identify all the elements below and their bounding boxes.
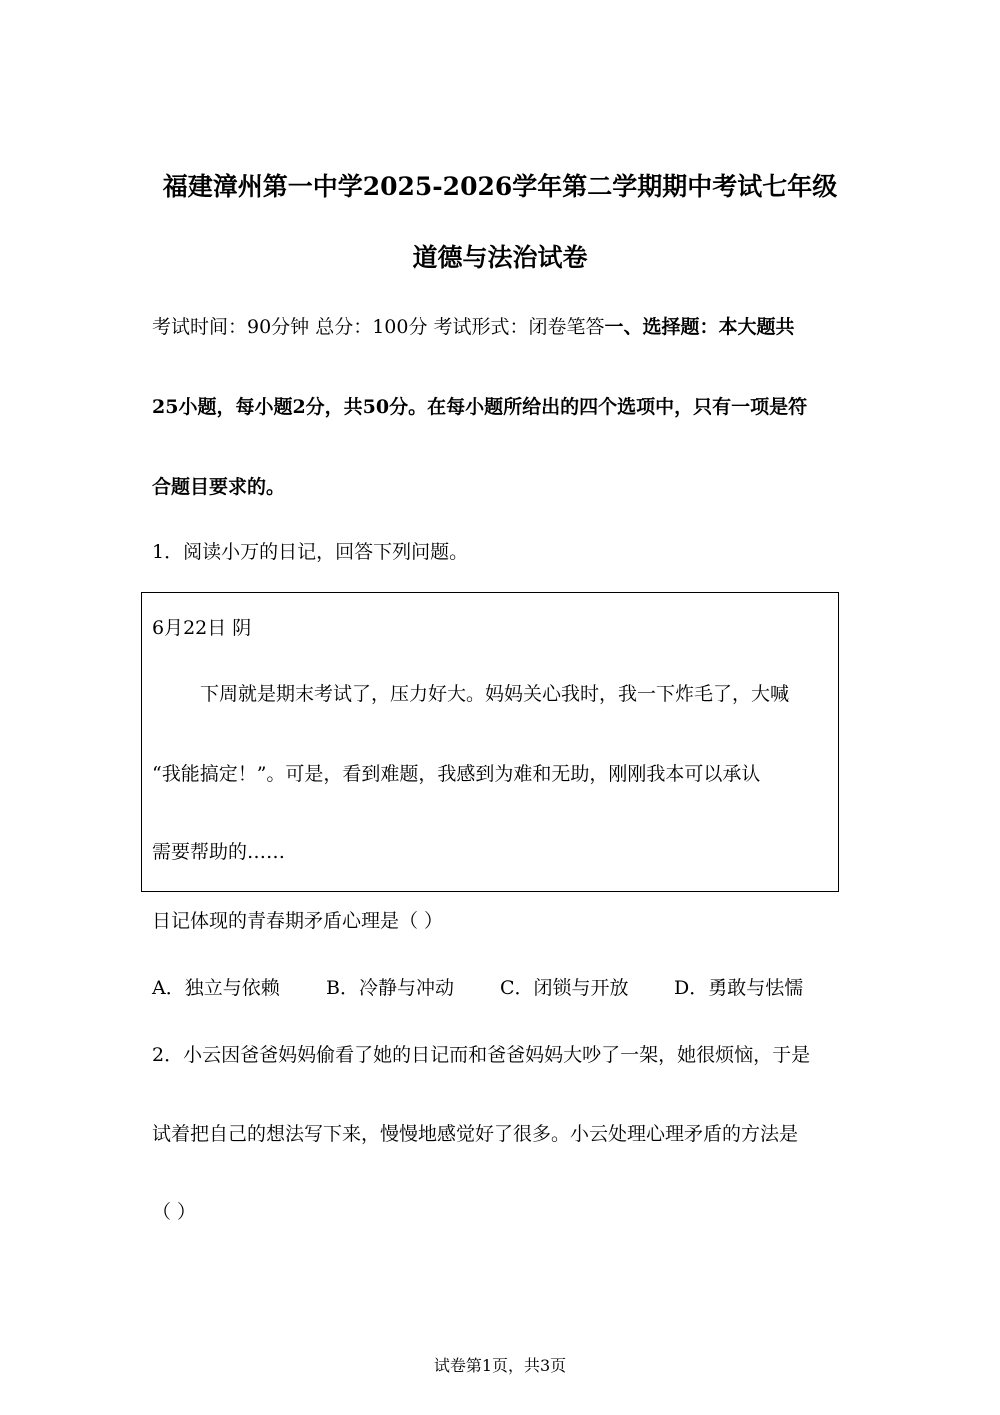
option-d[interactable]: D．勇敢与怯懦 <box>674 977 804 999</box>
diary-box <box>141 592 839 892</box>
option-a[interactable]: A．独立与依赖 <box>152 977 280 999</box>
diary-line1: 下周就是期末考试了，压力好大。妈妈关心我时，我一下炸毛了，大喊 <box>200 683 790 705</box>
diary-date: 6月22日 阴 <box>152 617 252 639</box>
option-c[interactable]: C．闭锁与开放 <box>500 977 629 999</box>
question2-line3: （ ） <box>152 1201 197 1223</box>
question1-prompt: 日记体现的青春期矛盾心理是（ ） <box>152 910 444 932</box>
exam-info: 考试时间：90分钟 总分：100分 考试形式：闭卷笔答 <box>152 316 605 338</box>
question2-line2: 试着把自己的想法写下来，慢慢地感觉好了很多。小云处理心理矛盾的方法是 <box>152 1123 799 1145</box>
section1-heading: 一、选择题：本大题共 <box>604 316 795 338</box>
exam-info-line <box>152 313 795 341</box>
diary-line2: “我能搞定！”。可是，看到难题，我感到为难和无助，刚刚我本可以承认 <box>152 763 761 785</box>
question1-stem: 1．阅读小万的日记，回答下列问题。 <box>152 541 469 563</box>
question1-options <box>152 974 803 1002</box>
question2-line1: 2．小云因爸爸妈妈偷看了她的日记而和爸爸妈妈大吵了一架，她很烦恼，于是 <box>152 1044 811 1066</box>
page-footer: 试卷第1页，共3页 <box>433 1356 567 1375</box>
exam-title-line1: 福建漳州第一中学2025-2026学年第二学期期中考试七年级 <box>162 172 838 201</box>
exam-title-line2: 道德与法治试卷 <box>412 243 588 272</box>
option-b[interactable]: B．冷静与冲动 <box>326 977 454 999</box>
section1-instruction-line3: 合题目要求的。 <box>152 476 286 498</box>
diary-line3: 需要帮助的…… <box>152 841 286 863</box>
section1-instruction-line2: 25小题，每小题2分，共50分。在每小题所给出的四个选项中，只有一项是符 <box>152 396 808 418</box>
